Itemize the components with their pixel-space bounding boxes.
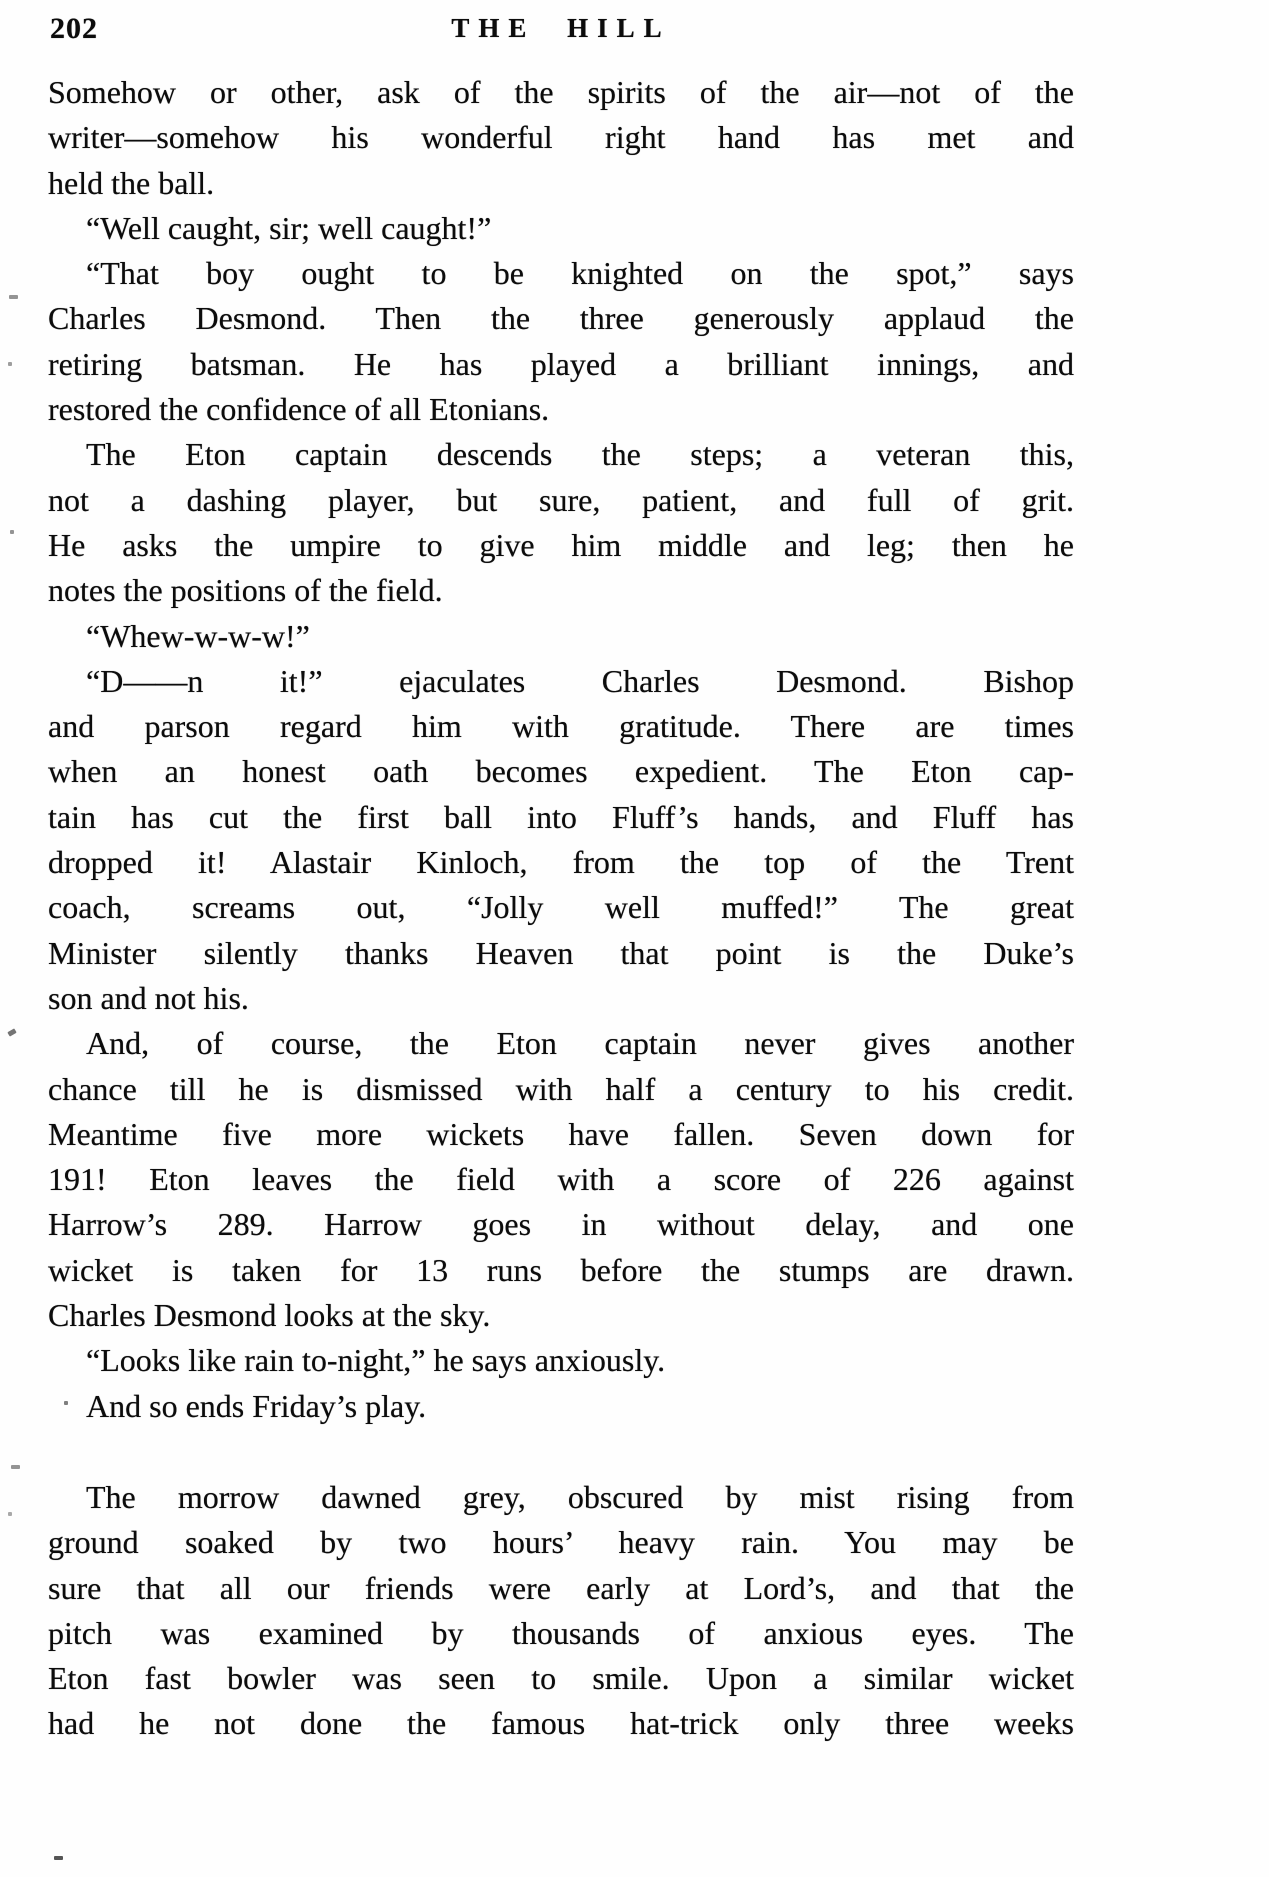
text-line: The Eton captain descends the steps; a veteran this, — [86, 436, 1074, 473]
text-line: when an honest oath becomes expedient. The Eton cap- — [48, 753, 1074, 790]
text-line: wicket is taken for 13 runs before the stumps are drawn. — [48, 1251, 1074, 1288]
text-line: pitch was examined by thousands of anxious eyes. The — [48, 1614, 1074, 1651]
paragraph — [48, 206, 1074, 251]
text-line: writer—somehow his wonderful right hand has met and — [48, 119, 1074, 156]
paragraph — [48, 1475, 1074, 1747]
running-title: THE HILL — [451, 13, 671, 43]
text-line: 191! Eton leaves the field with a score of 226 against — [48, 1161, 1074, 1198]
scan-artifact — [8, 362, 12, 366]
text-line: held the ball. — [48, 164, 215, 201]
paragraph — [48, 1384, 1074, 1429]
text-line: Meantime five more wickets have fallen. Seven down for — [48, 1115, 1074, 1152]
text-line: son and not his. — [48, 979, 249, 1016]
paragraph — [48, 1021, 1074, 1338]
text-line: Minister silently thanks Heaven that point is the Duke’s — [48, 934, 1074, 971]
text-line: had he not done the famous hat-trick only three weeks — [48, 1705, 1074, 1742]
text-line: sure that all our friends were early at Lord’s, and that the — [48, 1569, 1074, 1606]
paragraph — [48, 614, 1074, 659]
text-line: ground soaked by two hours’ heavy rain. You may be — [48, 1524, 1074, 1561]
paragraph — [48, 659, 1074, 1021]
text-line: “That boy ought to be knighted on the spot,” says — [86, 255, 1074, 292]
text-line: “D——n it!” ejaculates Charles Desmond. Bishop — [86, 662, 1074, 699]
text-line: coach, screams out, “Jolly well muffed!” The great — [48, 889, 1074, 926]
text-line: chance till he is dismissed with half a century to his credit. — [48, 1070, 1074, 1107]
text-line: The morrow dawned grey, obscured by mist rising from — [86, 1478, 1074, 1515]
scan-artifact — [8, 1512, 12, 1516]
scan-artifact — [10, 530, 14, 534]
scan-artifact — [7, 1028, 16, 1036]
paragraph — [48, 1338, 1074, 1383]
text-line: tain has cut the first ball into Fluff’s hands, and Fluff has — [48, 798, 1074, 835]
paragraph — [48, 251, 1074, 432]
scan-artifact — [9, 295, 18, 299]
text-line: restored the confidence of all Etonians. — [48, 391, 550, 428]
scan-artifact — [11, 1465, 20, 1469]
text-line: Charles Desmond. Then the three generously applaud the — [48, 300, 1074, 337]
text-line: Somehow or other, ask of the spirits of the air—not of the — [48, 74, 1074, 110]
paragraph — [48, 70, 1074, 206]
text-line: Eton fast bowler was seen to smile. Upon a similar wicket — [48, 1660, 1074, 1697]
paragraph — [48, 432, 1074, 613]
scan-artifact — [64, 1401, 68, 1405]
text-line: And so ends Friday’s play. — [86, 1387, 427, 1424]
text-line: Harrow’s 289. Harrow goes in without delay, and one — [48, 1206, 1074, 1243]
page-header — [48, 12, 1074, 52]
text-line: “Well caught, sir; well caught!” — [86, 209, 492, 246]
text-line: notes the positions of the field. — [48, 572, 443, 609]
page-body — [48, 70, 1074, 1747]
page-number: 202 — [50, 12, 98, 45]
text-line: dropped it! Alastair Kinloch, from the top of the Trent — [48, 844, 1074, 881]
text-line: Charles Desmond looks at the sky. — [48, 1297, 491, 1334]
text-line: not a dashing player, but sure, patient, and full of grit. — [48, 481, 1074, 518]
text-line: And, of course, the Eton captain never gives another — [86, 1025, 1074, 1062]
text-line: “Whew-w-w-w!” — [86, 617, 310, 654]
text-line: and parson regard him with gratitude. There are times — [48, 708, 1074, 745]
text-line: retiring batsman. He has played a brilliant innings, and — [48, 345, 1074, 382]
text-line: He asks the umpire to give him middle and leg; then he — [48, 526, 1074, 563]
text-line: “Looks like rain to-night,” he says anxiously. — [86, 1342, 666, 1379]
scan-artifact — [54, 1856, 63, 1860]
